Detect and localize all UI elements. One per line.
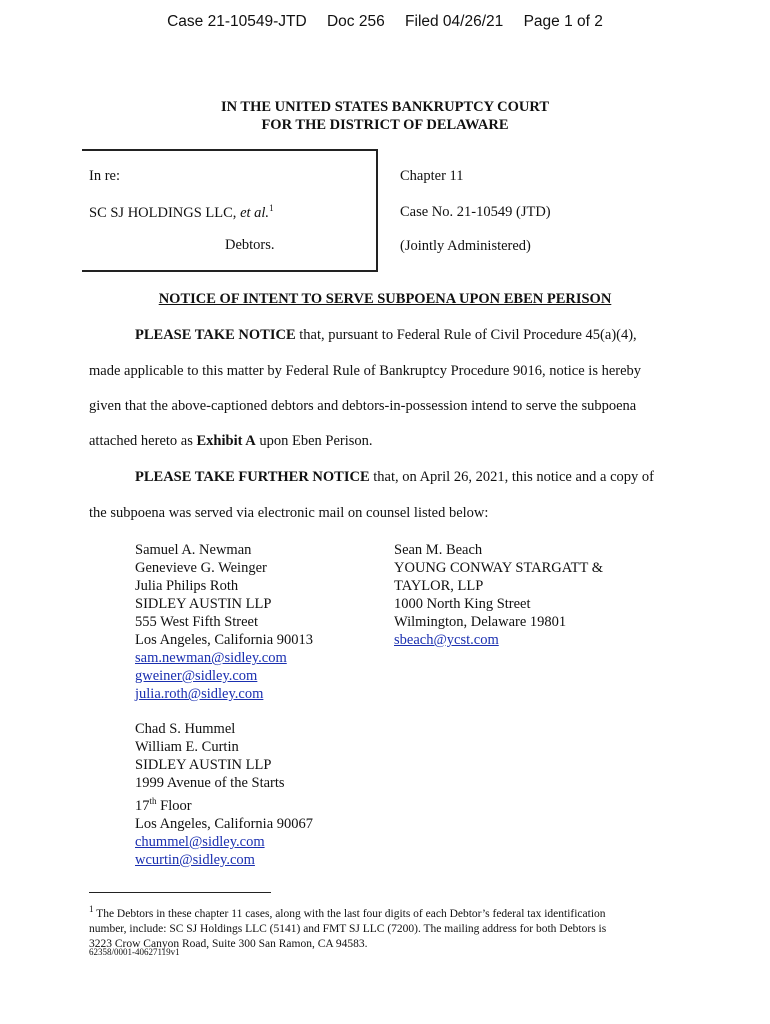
counsel-line: SIDLEY AUSTIN LLP: [135, 757, 272, 773]
counsel-line: 1000 North King Street: [394, 596, 531, 612]
counsel-line: YOUNG CONWAY STARGATT &: [394, 560, 603, 576]
court-line-1: IN THE UNITED STATES BANKRUPTCY COURT: [220, 99, 550, 115]
notice-title: NOTICE OF INTENT TO SERVE SUBPOENA UPON EBEN PERISON: [158, 291, 612, 307]
footnote-line-2: number, include: SC SJ Holdings LLC (5141) and FMT SJ LLC (7200). The mailing address for both Debtors is: [89, 922, 607, 935]
paragraph-1-line-1: [135, 327, 637, 344]
document-id: 62358/0001-40627119v1: [89, 947, 180, 957]
case-number: Case No. 21-10549 (JTD): [400, 204, 551, 220]
debtors-label: Debtors.: [225, 237, 275, 253]
page-indicator: Page 1 of 2: [523, 13, 603, 30]
caption-top-rule: [82, 149, 377, 151]
counsel-line: Sean M. Beach: [394, 542, 483, 558]
jointly-administered: (Jointly Administered): [400, 238, 531, 254]
further-notice-lead: PLEASE TAKE FURTHER NOTICE: [135, 469, 370, 485]
debtor-name-text: SC SJ HOLDINGS LLC,: [89, 204, 241, 221]
floor-word: Floor: [156, 797, 192, 814]
case-number-header: Case 21-10549-JTD: [167, 13, 307, 30]
notice-lead: PLEASE TAKE NOTICE: [135, 327, 296, 343]
counsel-line: SIDLEY AUSTIN LLP: [135, 596, 272, 612]
paragraph-1-line-4: [89, 433, 373, 450]
floor-line: [135, 792, 313, 815]
counsel-line: Los Angeles, California 90067: [135, 815, 314, 832]
counsel-line: William E. Curtin: [135, 739, 239, 755]
paragraph-2-text-1: that, on April 26, 2021, this notice and a copy of: [369, 469, 654, 485]
debtor-name: [89, 203, 274, 222]
paragraph-1-text-4a: attached hereto as: [89, 433, 197, 449]
in-re-label: In re:: [89, 168, 120, 184]
filing-header: [0, 13, 770, 31]
paragraph-1-line-3: given that the above-captioned debtors and debtors-in-possession intend to serve the subpoena: [89, 398, 637, 414]
email-link-hummel[interactable]: chummel@sidley.com: [135, 833, 265, 850]
floor-number: 17: [135, 797, 150, 814]
footnote: [89, 902, 679, 952]
counsel-block-sidley-la: [135, 541, 313, 703]
paragraph-2-line-2: the subpoena was served via electronic mail on counsel listed below:: [89, 505, 489, 521]
counsel-line: Julia Philips Roth: [135, 578, 239, 594]
doc-number-header: Doc 256: [326, 13, 385, 30]
email-link-curtin[interactable]: wcurtin@sidley.com: [135, 851, 255, 868]
paragraph-1-line-2: made applicable to this matter by Federal Rule of Bankruptcy Procedure 9016, notice is hereby: [89, 363, 642, 379]
counsel-line: Chad S. Hummel: [135, 721, 236, 737]
floor-ordinal: th: [149, 796, 157, 806]
email-link-roth[interactable]: julia.roth@sidley.com: [135, 686, 264, 702]
footnote-number: 1: [89, 904, 94, 914]
court-line-2: FOR THE DISTRICT OF DELAWARE: [261, 117, 509, 133]
filed-date-header: Filed 04/26/21: [405, 13, 504, 30]
counsel-line: TAYLOR, LLP: [394, 578, 484, 594]
paragraph-2-line-1: [135, 469, 654, 486]
counsel-block-sidley-la-2: [135, 720, 313, 869]
email-link-newman[interactable]: sam.newman@sidley.com: [135, 650, 287, 666]
court-name: [0, 98, 770, 134]
email-link-beach[interactable]: sbeach@ycst.com: [394, 632, 499, 648]
chapter-label: Chapter 11: [400, 168, 464, 184]
caption-vertical-rule: [376, 149, 378, 272]
counsel-block-young-conway: [394, 541, 603, 649]
counsel-line: Samuel A. Newman: [135, 542, 252, 558]
paragraph-1-text-1: that, pursuant to Federal Rule of Civil Procedure 45(a)(4),: [295, 327, 637, 343]
footnote-line-3: 3223 Crow Canyon Road, Suite 300 San Ramon, CA 94583.: [89, 937, 368, 950]
exhibit-a-label: Exhibit A: [196, 433, 256, 449]
caption-bottom-rule: [82, 270, 377, 272]
counsel-line: 1999 Avenue of the Starts: [135, 775, 285, 791]
counsel-line: Wilmington, Delaware 19801: [394, 614, 567, 630]
counsel-line: Los Angeles, California 90013: [135, 632, 314, 648]
footnote-text-1: The Debtors in these chapter 11 cases, along with the last four digits of each Debtor’s federal tax identification: [93, 907, 606, 920]
paragraph-1-text-4c: upon Eben Perison.: [255, 433, 373, 449]
counsel-line: Genevieve G. Weinger: [135, 560, 267, 576]
footnote-line-1: [89, 902, 679, 922]
et-al-text: et al.: [240, 204, 270, 221]
footnote-rule: [89, 892, 271, 893]
counsel-line: 555 West Fifth Street: [135, 614, 259, 630]
email-link-weiner[interactable]: gweiner@sidley.com: [135, 668, 258, 684]
footnote-marker: 1: [269, 203, 274, 213]
